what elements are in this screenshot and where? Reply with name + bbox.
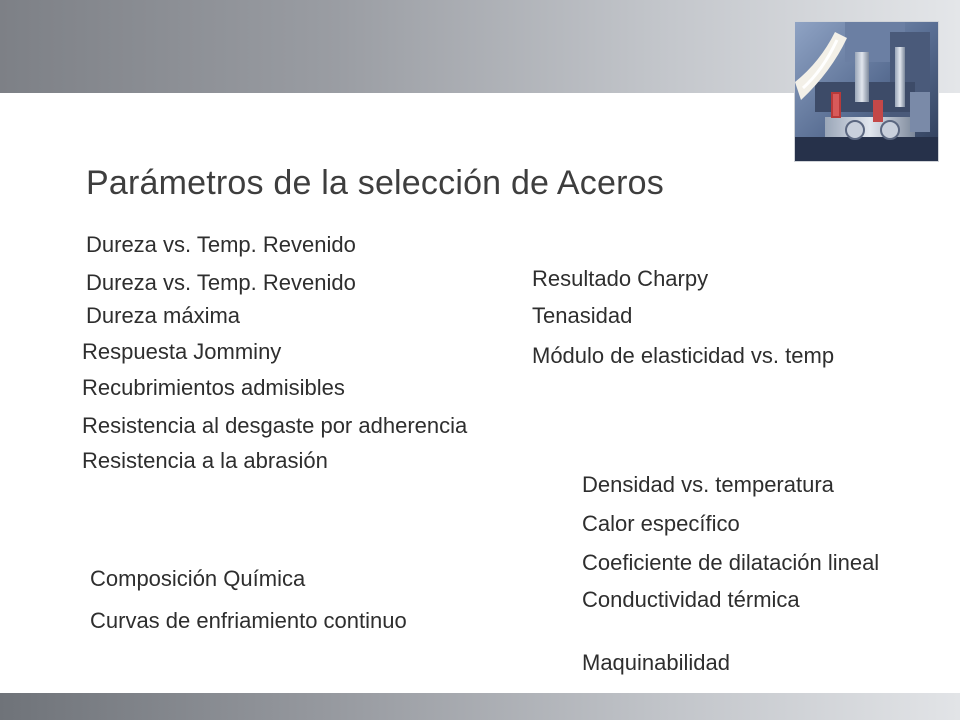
slide-title: Parámetros de la selección de Aceros bbox=[86, 164, 664, 202]
list-item: Tenasidad bbox=[532, 303, 633, 328]
list-item: Coeficiente de dilatación lineal bbox=[582, 550, 880, 575]
list-item: Dureza vs. Temp. Revenido bbox=[86, 270, 356, 295]
list-item: Composición Química bbox=[90, 566, 306, 591]
list-item: Resistencia al desgaste por adherencia bbox=[82, 413, 468, 438]
list-item: Curvas de enfriamiento continuo bbox=[90, 608, 407, 633]
list-item: Maquinabilidad bbox=[582, 650, 730, 675]
list-item: Conductividad térmica bbox=[582, 587, 800, 612]
list-item: Dureza máxima bbox=[86, 303, 241, 328]
footer-band bbox=[0, 693, 960, 720]
list-item: Calor específico bbox=[582, 511, 740, 536]
list-item: Resultado Charpy bbox=[532, 266, 709, 291]
list-item: Recubrimientos admisibles bbox=[82, 375, 345, 400]
machinery-photo bbox=[794, 21, 939, 162]
list-item: Módulo de elasticidad vs. temp bbox=[532, 343, 835, 368]
list-item: Dureza vs. Temp. Revenido bbox=[86, 232, 356, 257]
list-item: Densidad vs. temperatura bbox=[582, 472, 834, 497]
list-item: Resistencia a la abrasión bbox=[82, 448, 328, 473]
list-item: Respuesta Jomminy bbox=[82, 339, 282, 364]
